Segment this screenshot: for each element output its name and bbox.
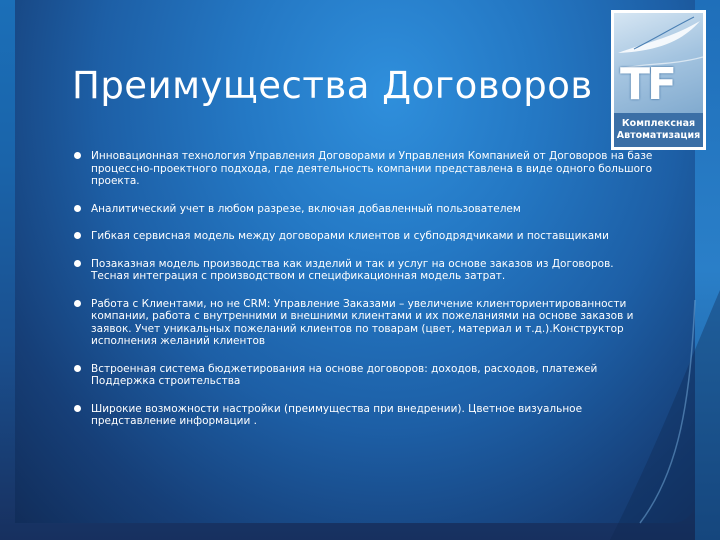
bullet-text: Встроенная система бюджетирования на основе договоров: доходов, расходов, платежей Поддержка строительства	[91, 362, 598, 387]
logo-caption-line: Автоматизация	[616, 130, 701, 141]
bullet-text: Инновационная технология Управления Договорами и Управления Компанией от Договоров на базе процессно-проектного подхода, где деятельность компании представлена в виде одного большого проекта.	[91, 150, 653, 187]
bullet-dot-icon	[74, 405, 81, 412]
bullet-dot-icon	[74, 205, 81, 212]
bullet-item	[74, 258, 654, 283]
bullet-dot-icon	[74, 152, 81, 159]
bullet-text: Работа с Клиентами, но не CRM: Управление Заказами – увеличение клиенториентированности компании, работа с внутренними и внешними клиентами и их пожеланиями на основе заказов и заявок. Учет уникальных пожеланий клиентов по товарам (цвет, материал и т.д.).Конструктор исполнения желаний клиентов	[91, 297, 634, 347]
bullet-dot-icon	[74, 232, 81, 239]
logo-caption-line: Комплексная	[621, 118, 696, 129]
bullet-text: Позаказная модель производства как изделий и так и услуг на основе заказов из Договоров. Тесная интеграция с производством и спецификационная модель затрат.	[91, 257, 614, 282]
logo-letters: TF	[620, 59, 675, 110]
bullet-text: Широкие возможности настройки (преимущества при внедрении). Цветное визуальное представление информации .	[91, 402, 583, 427]
bullet-item	[74, 363, 654, 388]
bullet-item	[74, 403, 654, 428]
bullet-dot-icon	[74, 365, 81, 372]
bullet-text: Гибкая сервисная модель между договорами клиентов и субподрядчиками и поставщиками	[91, 230, 609, 242]
logo-caption	[614, 113, 703, 147]
slide-title: Преимущества Договоров	[72, 64, 593, 107]
bullet-item	[74, 230, 654, 243]
bullet-item	[74, 203, 654, 216]
bullet-dot-icon	[74, 260, 81, 267]
logo-image	[614, 13, 703, 147]
bullet-item	[74, 298, 654, 348]
bullet-text: Аналитический учет в любом разрезе, включая добавленный пользователем	[91, 202, 521, 215]
bullet-item	[74, 150, 654, 188]
bullet-list	[74, 150, 654, 443]
company-logo	[611, 10, 706, 150]
bullet-dot-icon	[74, 300, 81, 307]
